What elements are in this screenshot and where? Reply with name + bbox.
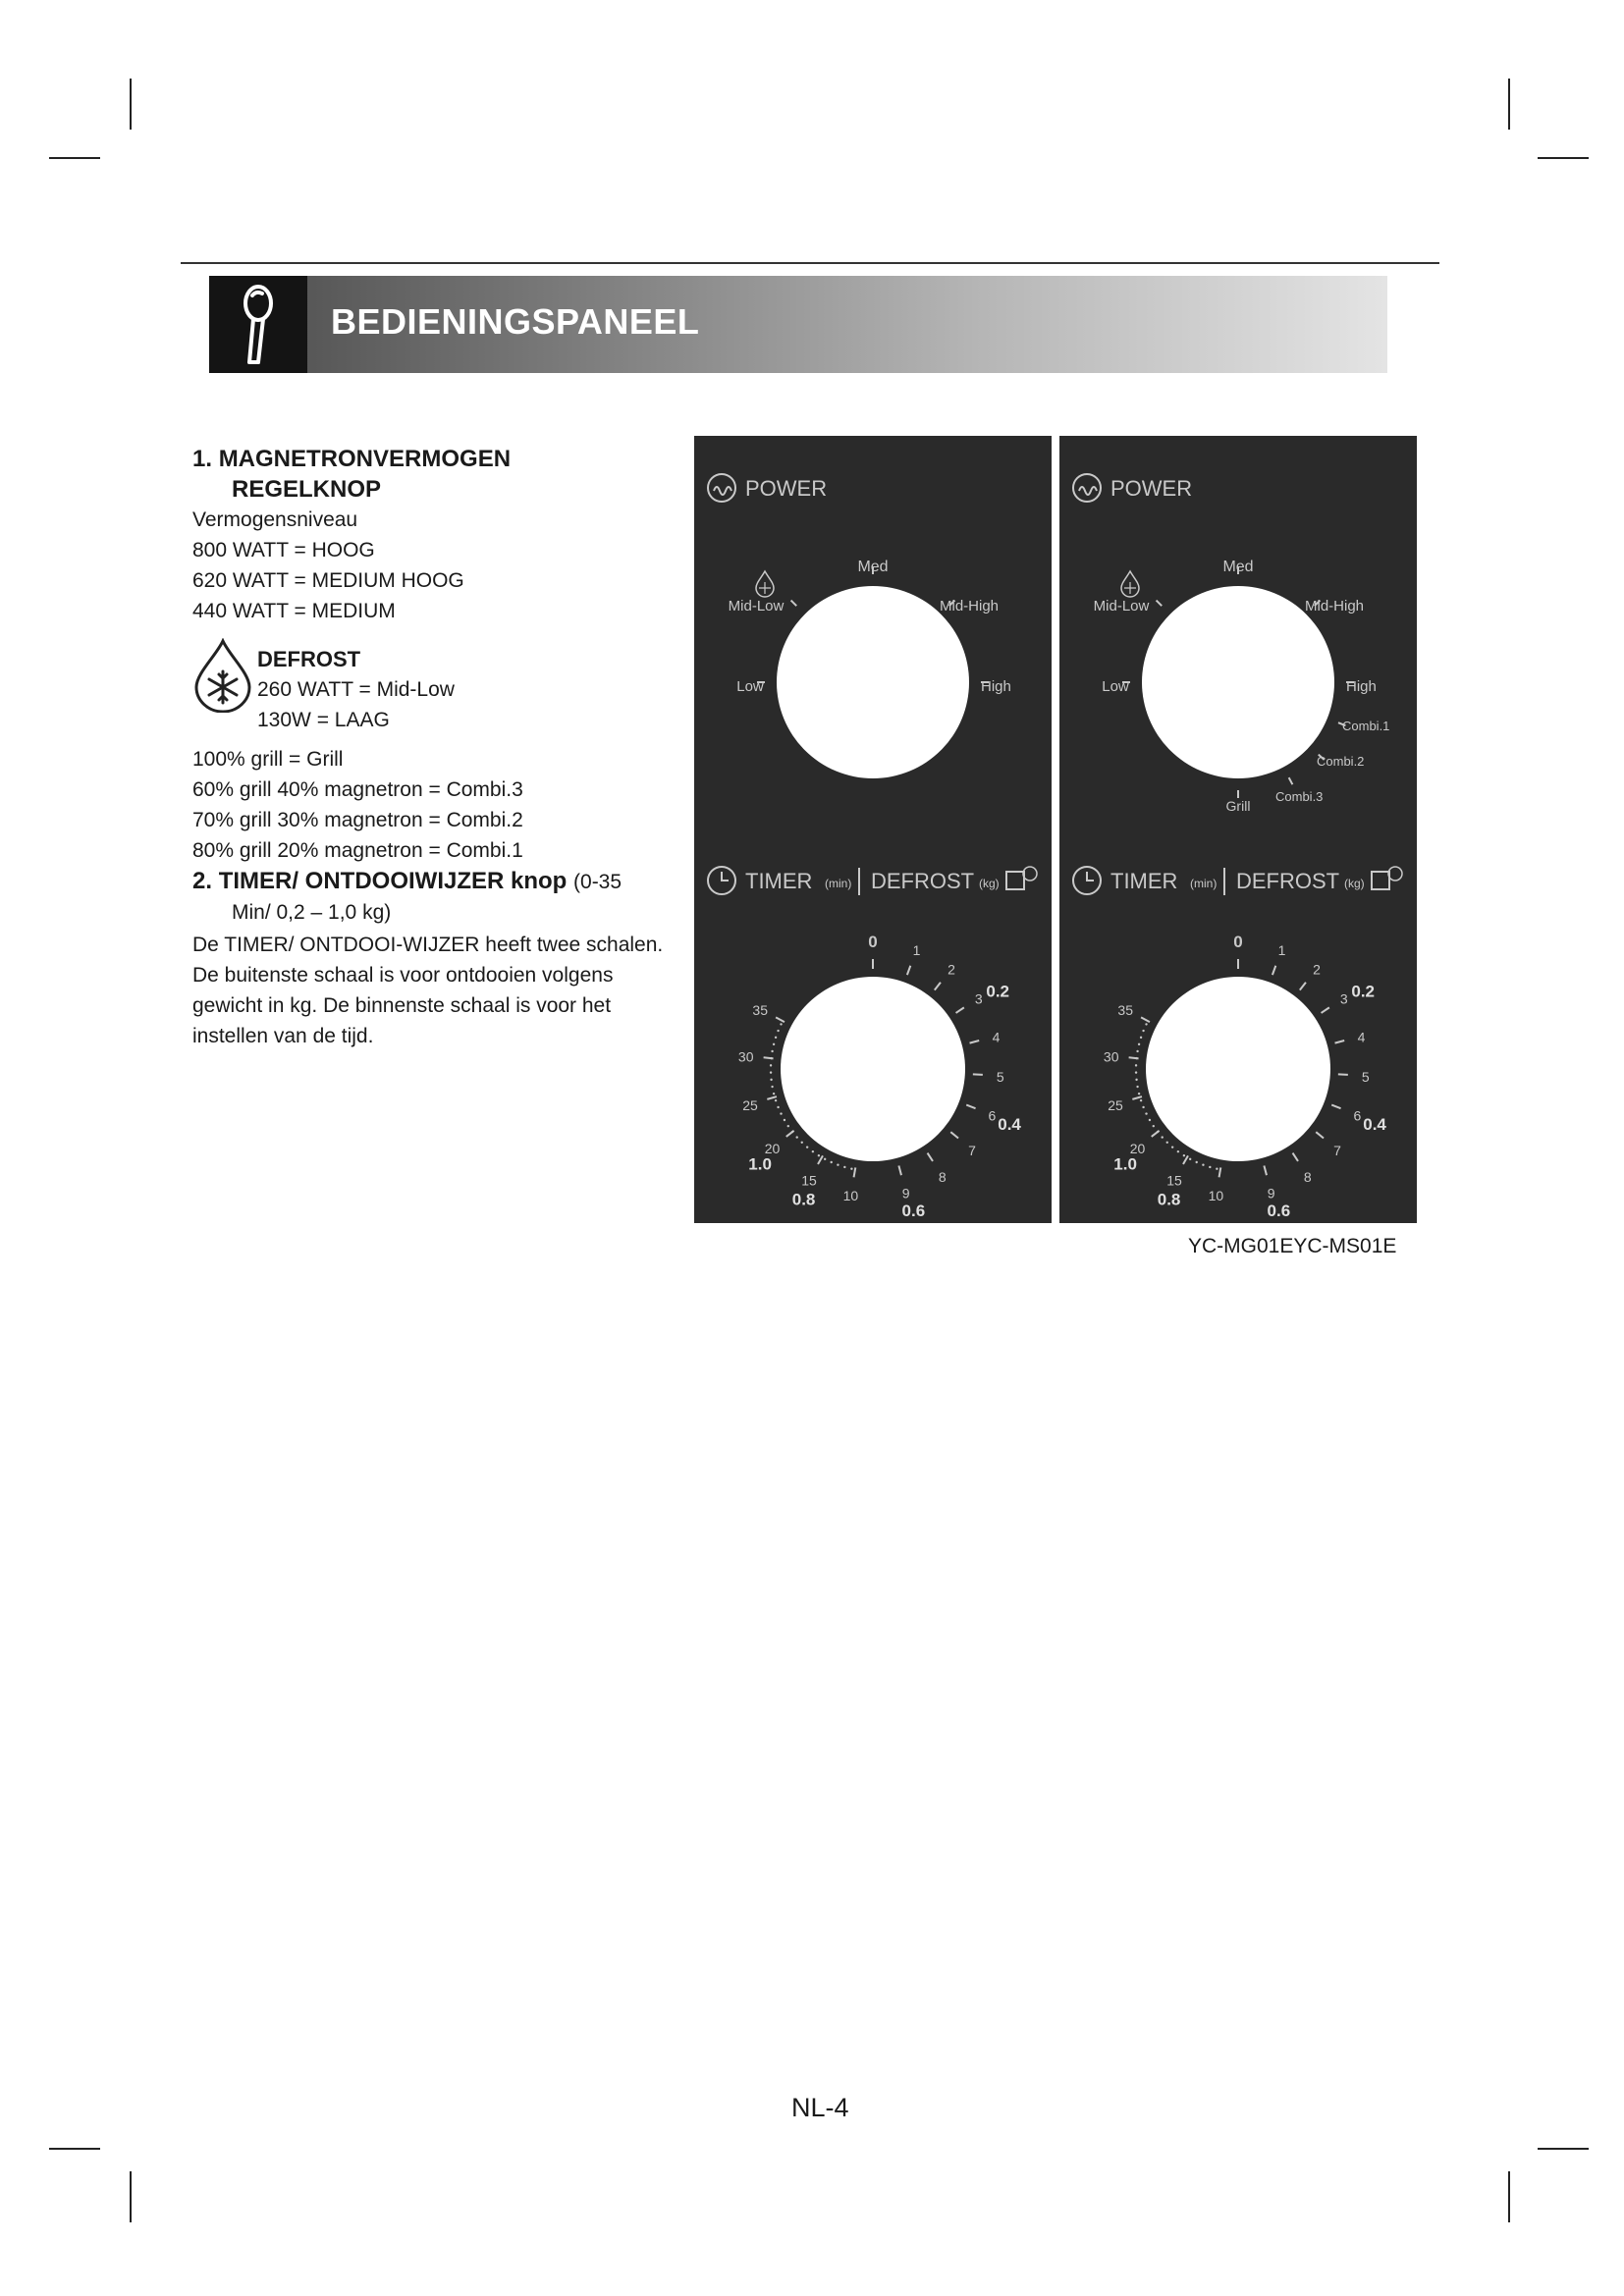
power-wave-icon — [1073, 474, 1101, 502]
timer-mark-label: 10 — [1208, 1188, 1224, 1204]
tick-mark — [776, 1017, 785, 1022]
weight-mark-label: 0.8 — [791, 1190, 816, 1209]
section2-heading — [192, 866, 683, 897]
clock-icon — [1073, 867, 1101, 894]
timer-mark-label: 25 — [1108, 1096, 1123, 1113]
timer-mark-label: 10 — [842, 1188, 859, 1204]
dotted-scale-dot — [773, 1093, 775, 1095]
control-panel-right — [1059, 436, 1417, 1223]
tick-mark — [973, 1074, 983, 1075]
weight-mark-label: 1.0 — [748, 1154, 772, 1174]
crop-mark — [49, 157, 100, 159]
page-number: NL-4 — [791, 2093, 849, 2122]
crop-mark — [1538, 2148, 1589, 2150]
defrost-drop-icon — [1121, 571, 1139, 597]
section1-title: MAGNETRONVERMOGEN — [218, 446, 512, 472]
tick-mark — [935, 983, 941, 990]
tick-mark — [970, 1041, 980, 1043]
dotted-scale-dot — [1171, 1146, 1173, 1148]
dotted-scale-dot — [1166, 1142, 1168, 1144]
weight-mark-label: 0.6 — [1267, 1201, 1291, 1221]
grill-line: 80% grill 20% magnetron = Combi.1 — [192, 839, 523, 862]
timer-unit: (min) — [825, 877, 852, 890]
dotted-scale-dot — [1195, 1161, 1197, 1163]
timer-mark-label: 15 — [1166, 1172, 1182, 1189]
weight-mark-label: 0.4 — [1363, 1115, 1386, 1135]
dotted-scale-dot — [1157, 1131, 1159, 1133]
dotted-scale-dot — [1162, 1136, 1164, 1138]
dotted-scale-dot — [1136, 1086, 1138, 1088]
dotted-scale-dot — [1140, 1037, 1142, 1039]
section1-number: 1. — [192, 446, 213, 472]
dotted-scale-dot — [1145, 1023, 1147, 1025]
tick-mark — [1338, 1074, 1348, 1075]
section-header — [209, 276, 1387, 373]
model-code: YC-MG01EYC-MS01E — [1188, 1235, 1397, 1257]
section2-description: De TIMER/ ONTDOOI-WIJZER heeft twee schalen. De buitenste schaal is voor ontdooien volgens gewicht in kg. De binnenste schaal is voor het instellen van de tijd. — [192, 934, 664, 1047]
tick-mark — [1132, 1096, 1142, 1099]
timer-mark-label: 3 — [974, 990, 983, 1007]
defrost-unit: (kg) — [979, 877, 1000, 890]
timer-mark-label: 0 — [1233, 933, 1243, 951]
power-level-label: High — [981, 678, 1011, 695]
tick-mark — [1264, 1166, 1267, 1176]
scale-defrost-icon — [1006, 867, 1037, 889]
power-level-label: High — [1346, 678, 1377, 695]
tick-mark — [1141, 1017, 1150, 1022]
panel-svg — [1059, 436, 1417, 1223]
tick-mark — [1331, 1105, 1340, 1109]
dotted-scale-dot — [801, 1142, 803, 1144]
power-level-line: 620 WATT = MEDIUM HOOG — [192, 569, 464, 592]
dotted-scale-dot — [777, 1106, 779, 1108]
dotted-scale-dot — [780, 1023, 782, 1025]
crop-mark — [130, 79, 132, 130]
dotted-scale-dot — [1140, 1099, 1142, 1101]
instructions-column — [192, 444, 683, 1051]
power-level-label: Med — [1222, 559, 1254, 575]
timer-mark-label: 5 — [996, 1068, 1004, 1085]
power-level-label: Mid-High — [1305, 598, 1365, 614]
section2-number: 2. — [192, 868, 213, 894]
dotted-scale-dot — [770, 1079, 772, 1081]
dotted-scale-dot — [773, 1043, 775, 1045]
tick-mark — [1322, 1007, 1329, 1013]
dotted-scale-dot — [777, 1030, 779, 1032]
timer-mark-label: 7 — [1333, 1142, 1341, 1158]
tick-mark — [767, 1096, 777, 1099]
timer-dial — [781, 977, 965, 1161]
power-level-line: 440 WATT = MEDIUM — [192, 600, 396, 622]
timer-mark-label: 30 — [1103, 1048, 1119, 1065]
tip-icon — [209, 276, 307, 373]
dotted-scale-dot — [830, 1161, 832, 1163]
dotted-scale-dot — [1136, 1050, 1138, 1052]
tick-mark — [956, 1007, 964, 1013]
page-title: BEDIENINGSPANEEL — [331, 301, 700, 342]
dotted-scale-dot — [770, 1064, 772, 1066]
dotted-scale-dot — [1135, 1071, 1137, 1073]
dotted-scale-dot — [796, 1136, 798, 1138]
dotted-scale-dot — [1189, 1158, 1191, 1160]
timer-mark-label: 2 — [1313, 961, 1321, 978]
dotted-scale-dot — [837, 1164, 839, 1166]
control-panel-left — [694, 436, 1052, 1223]
dotted-scale-dot — [1135, 1064, 1137, 1066]
timer-mark-label: 4 — [992, 1029, 1001, 1045]
section2-range-line2: Min/ 0,2 – 1,0 kg) — [232, 901, 392, 924]
dotted-scale-dot — [818, 1154, 820, 1156]
timer-mark-label: 35 — [752, 1001, 769, 1018]
timer-mark-label: 8 — [938, 1169, 947, 1186]
tick-mark — [1183, 1155, 1188, 1164]
tick-mark — [1289, 777, 1293, 784]
dotted-scale-dot — [775, 1099, 777, 1101]
timer-mark-label: 35 — [1117, 1001, 1134, 1018]
section2-range: (0-35 — [573, 871, 623, 893]
tick-mark — [791, 601, 797, 607]
timer-mark-label: 9 — [901, 1185, 910, 1201]
grill-line: 100% grill = Grill — [192, 748, 344, 771]
dotted-scale-dot — [843, 1166, 845, 1168]
section2-title: TIMER/ ONTDOOIWIJZER knop — [218, 868, 568, 894]
section1-title-line2: REGELKNOP — [232, 476, 382, 503]
tick-mark — [898, 1166, 901, 1176]
power-level-label: Mid-High — [940, 598, 1000, 614]
defrost-title: DEFROST — [257, 647, 361, 671]
timer-mark-label: 6 — [988, 1107, 997, 1124]
tick-mark — [1316, 1132, 1324, 1138]
crop-mark — [1508, 79, 1510, 130]
timer-mark-label: 7 — [968, 1142, 976, 1158]
power-dial — [1142, 586, 1334, 778]
tick-mark — [1293, 1153, 1298, 1161]
clock-icon — [708, 867, 735, 894]
power-wave-icon — [708, 474, 735, 502]
power-dial — [777, 586, 969, 778]
tick-mark — [966, 1105, 975, 1109]
snowflake-drop-icon — [192, 638, 253, 713]
defrost-block — [192, 638, 683, 744]
section1-heading — [192, 444, 683, 474]
defrost-label: DEFROST — [871, 869, 975, 893]
timer-mark-label: 25 — [742, 1096, 758, 1113]
timer-mark-label: 2 — [947, 961, 955, 978]
tick-mark — [928, 1153, 933, 1161]
timer-mark-label: 6 — [1353, 1107, 1362, 1124]
defrost-label: DEFROST — [1236, 869, 1340, 893]
scale-defrost-icon — [1372, 867, 1402, 889]
timer-mark-label: 0 — [868, 933, 878, 951]
dotted-scale-dot — [770, 1057, 772, 1059]
power-level-label: Low — [1102, 678, 1129, 695]
tick-mark — [950, 1132, 958, 1138]
weight-mark-label: 0.6 — [901, 1201, 926, 1221]
combi-level-label: Combi.2 — [1317, 754, 1365, 769]
defrost-unit: (kg) — [1344, 877, 1365, 890]
dotted-scale-dot — [1177, 1150, 1179, 1152]
dotted-scale-dot — [1145, 1112, 1147, 1114]
tick-mark — [1272, 966, 1275, 975]
crop-mark — [1538, 157, 1589, 159]
dotted-scale-dot — [1138, 1093, 1140, 1095]
crop-mark — [130, 2171, 132, 2222]
power-level-label: Low — [736, 678, 764, 695]
dotted-scale-dot — [770, 1071, 772, 1073]
dotted-scale-dot — [1135, 1057, 1137, 1059]
tick-mark — [854, 1167, 856, 1177]
dotted-scale-dot — [1202, 1164, 1204, 1166]
dotted-scale-dot — [1149, 1119, 1151, 1121]
dotted-scale-dot — [771, 1086, 773, 1088]
dotted-scale-dot — [775, 1037, 777, 1039]
tick-mark — [1300, 983, 1306, 990]
defrost-line: 130W = LAAG — [257, 709, 390, 731]
timer-mark-label: 8 — [1303, 1169, 1312, 1186]
tick-mark — [818, 1155, 823, 1164]
dotted-scale-dot — [771, 1050, 773, 1052]
tick-mark — [1219, 1167, 1221, 1177]
dotted-scale-dot — [1216, 1168, 1218, 1170]
timer-label: TIMER — [745, 869, 813, 893]
dotted-scale-dot — [812, 1150, 814, 1152]
timer-mark-label: 5 — [1361, 1068, 1370, 1085]
power-label: POWER — [1110, 476, 1193, 501]
timer-mark-label: 15 — [801, 1172, 817, 1189]
power-level-label: Med — [857, 559, 889, 575]
top-rule — [181, 262, 1439, 264]
crop-mark — [49, 2148, 100, 2150]
weight-mark-label: 0.8 — [1157, 1190, 1181, 1209]
timer-label: TIMER — [1110, 869, 1178, 893]
power-label: POWER — [745, 476, 828, 501]
timer-unit: (min) — [1190, 877, 1218, 890]
panel-svg — [694, 436, 1052, 1223]
dotted-scale-dot — [1142, 1106, 1144, 1108]
dotted-scale-dot — [824, 1158, 826, 1160]
dotted-scale-dot — [850, 1168, 852, 1170]
dotted-scale-dot — [1209, 1166, 1211, 1168]
dotted-scale-dot — [780, 1112, 782, 1114]
timer-mark-label: 20 — [1129, 1141, 1146, 1157]
weight-mark-label: 0.4 — [998, 1115, 1021, 1135]
combi-level-label: Combi.3 — [1275, 789, 1324, 804]
timer-mark-label: 9 — [1267, 1185, 1275, 1201]
power-level-label: Mid-Low — [728, 598, 785, 614]
tick-mark — [1335, 1041, 1345, 1043]
timer-mark-label: 1 — [912, 941, 921, 958]
grill-line: 70% grill 30% magnetron = Combi.2 — [192, 809, 523, 831]
timer-mark-label: 30 — [737, 1048, 754, 1065]
dotted-scale-dot — [784, 1119, 785, 1121]
weight-mark-label: 0.2 — [986, 982, 1010, 1001]
timer-mark-label: 20 — [764, 1141, 781, 1157]
dotted-scale-dot — [791, 1131, 793, 1133]
weight-mark-label: 1.0 — [1113, 1154, 1137, 1174]
power-level-line: 800 WATT = HOOG — [192, 539, 375, 561]
dotted-scale-dot — [1153, 1125, 1155, 1127]
combi-level-label: Combi.1 — [1342, 719, 1390, 733]
grill-line: 60% grill 40% magnetron = Combi.3 — [192, 778, 523, 801]
tick-mark — [907, 966, 910, 975]
crop-mark — [1508, 2171, 1510, 2222]
timer-mark-label: 1 — [1277, 941, 1286, 958]
timer-mark-label: 4 — [1357, 1029, 1366, 1045]
dotted-scale-dot — [1138, 1043, 1140, 1045]
defrost-line: 260 WATT = Mid-Low — [257, 678, 455, 701]
tick-mark — [1157, 601, 1163, 607]
dotted-scale-dot — [1135, 1079, 1137, 1081]
timer-mark-label: 3 — [1339, 990, 1348, 1007]
power-level-line: Vermogensniveau — [192, 508, 358, 531]
dotted-scale-dot — [1183, 1154, 1185, 1156]
power-level-label: Mid-Low — [1093, 598, 1150, 614]
grill-label: Grill — [1225, 798, 1251, 814]
dotted-scale-dot — [787, 1125, 789, 1127]
weight-mark-label: 0.2 — [1351, 982, 1376, 1001]
defrost-drop-icon — [756, 571, 774, 597]
dotted-scale-dot — [806, 1146, 808, 1148]
dotted-scale-dot — [1142, 1030, 1144, 1032]
timer-dial — [1146, 977, 1330, 1161]
